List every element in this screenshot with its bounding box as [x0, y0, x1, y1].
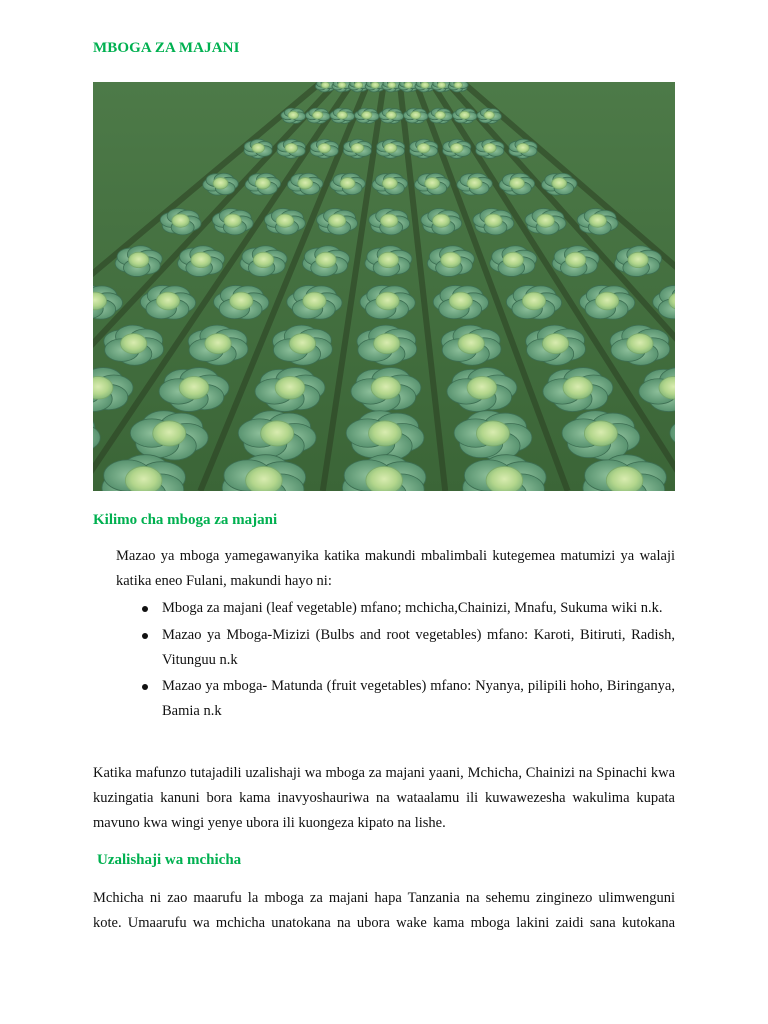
list-item-text: Mazao ya Mboga-Mizizi (Bulbs and root vegetables) mfano: Karoti, Bitiruti, Radish, Vitunguu n.k [162, 626, 675, 668]
cabbage-plant [287, 285, 342, 319]
cabbage-plant [244, 139, 272, 158]
cabbage-plant [506, 285, 561, 319]
document-title: MBOGA ZA MAJANI [93, 40, 240, 56]
cabbage-field-illustration [93, 82, 675, 491]
intro-paragraph: Mazao ya mboga yamegawanyika katika makundi mbalimbali kutegemea matumizi ya walaji katika eneo Fulani, makundi hayo ni: [116, 548, 675, 589]
cabbage-plant [433, 285, 488, 319]
cabbage-plant [104, 325, 164, 365]
cabbage-plant [273, 325, 333, 365]
cabbage-plant [526, 325, 586, 365]
cabbage-plant [410, 139, 438, 158]
list-item [116, 674, 675, 724]
cabbage-plant [360, 285, 415, 319]
list-item-text: Mboga za majani (leaf vegetable) mfano; mchicha,Chainizi, Mnafu, Sukuma wiki n.k. [162, 600, 663, 616]
cabbage-plant [376, 139, 404, 158]
cabbage-plant [140, 285, 195, 319]
cabbage-plant [343, 139, 371, 158]
cabbage-plant [476, 139, 504, 158]
katika-paragraph: Katika mafunzo tutajadili uzalishaji wa mboga za majani yaani, Mchicha, Chainizi na Spinachi kwa kuzingatia kanuni bora kama inavyoshauriwa na wataalamu ili kuwawezesha wakulima kupata mavuno kwa wingi yenye ubora ili kuongeza kipato na lishe. [93, 765, 675, 831]
section-heading-uzalishaji: Uzalishaji wa mchicha [97, 852, 242, 868]
bullet-icon [142, 606, 148, 612]
mchicha-paragraph: Mchicha ni zao maarufu la mboga za majani hapa Tanzania na sehemu zinginezo ulimwenguni kote. Umaarufu wa mchicha unatokana na ubora wake kama mboga lakini zaidi sana kutokana [93, 890, 675, 931]
bullet-icon [142, 684, 148, 690]
cabbage-plant [580, 285, 635, 319]
list-item [116, 596, 675, 621]
cabbage-plant [188, 325, 248, 365]
vegetable-category-list [116, 596, 675, 726]
list-item [116, 623, 675, 673]
cabbage-plant [277, 139, 305, 158]
cabbage-plant [509, 139, 537, 158]
cabbage-plant [610, 325, 670, 365]
cabbage-field-photo [93, 82, 675, 491]
bullet-icon [142, 633, 148, 639]
section-heading-kilimo: Kilimo cha mboga za majani [93, 512, 278, 528]
cabbage-plant [357, 325, 417, 365]
cabbage-plant [214, 285, 269, 319]
cabbage-plant [443, 139, 471, 158]
cabbage-plant [310, 139, 338, 158]
cabbage-plant [441, 325, 501, 365]
list-item-text: Mazao ya mboga- Matunda (fruit vegetables) mfano: Nyanya, pilipili hoho, Biringanya, Bamia n.k [162, 678, 675, 719]
